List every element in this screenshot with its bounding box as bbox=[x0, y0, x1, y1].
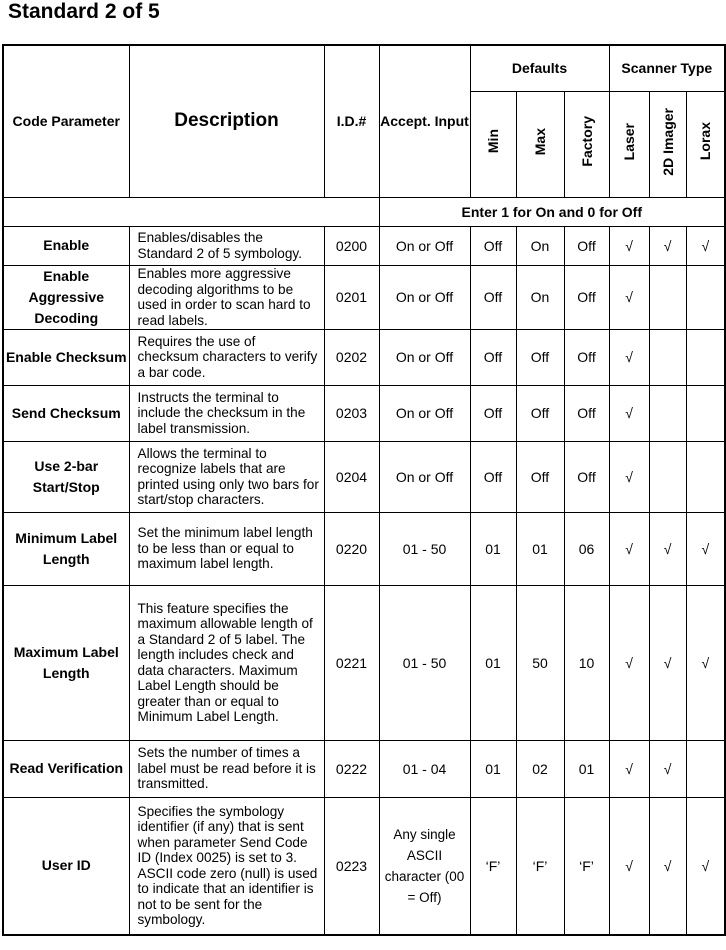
default-min: 01 bbox=[470, 740, 516, 797]
default-factory: Off bbox=[564, 265, 609, 329]
scanner-imager-check bbox=[649, 385, 686, 441]
default-factory: ‘F’ bbox=[564, 797, 609, 935]
parameter-table bbox=[2, 44, 726, 936]
table-row-enable bbox=[3, 226, 725, 265]
default-max: 02 bbox=[516, 740, 564, 797]
scanner-lorax-check: √ bbox=[686, 226, 725, 265]
table-row-enable-checksum bbox=[3, 329, 725, 385]
param-name: Use 2-bar Start/Stop bbox=[3, 441, 129, 512]
default-min: Off bbox=[470, 226, 516, 265]
param-name: Send Checksum bbox=[3, 385, 129, 441]
note-spacer bbox=[3, 197, 379, 226]
header-max: Max bbox=[516, 91, 564, 197]
table-row-read-verification bbox=[3, 740, 725, 797]
default-min: 01 bbox=[470, 512, 516, 585]
header-defaults: Defaults bbox=[470, 45, 609, 91]
table-row-use-2-bar-start-stop bbox=[3, 441, 725, 512]
param-accept-input: 01 - 50 bbox=[379, 585, 470, 740]
scanner-lorax-check bbox=[686, 441, 725, 512]
param-accept-input: On or Off bbox=[379, 329, 470, 385]
param-description: Enables/disables the Standard 2 of 5 symbology. bbox=[129, 226, 324, 265]
header-id: I.D.# bbox=[324, 45, 379, 197]
param-name: Maximum Label Length bbox=[3, 585, 129, 740]
default-factory: Off bbox=[564, 441, 609, 512]
param-name: Enable Aggressive Decoding bbox=[3, 265, 129, 329]
param-accept-input: On or Off bbox=[379, 441, 470, 512]
param-id: 0201 bbox=[324, 265, 379, 329]
default-min: Off bbox=[470, 265, 516, 329]
scanner-imager-check: √ bbox=[649, 797, 686, 935]
default-max: Off bbox=[516, 385, 564, 441]
header-accept-input: Accept. Input bbox=[379, 45, 470, 197]
default-min: 01 bbox=[470, 585, 516, 740]
default-max: 50 bbox=[516, 585, 564, 740]
scanner-lorax-check bbox=[686, 385, 725, 441]
header-2d-imager: 2D Imager bbox=[649, 91, 686, 197]
scanner-imager-check bbox=[649, 329, 686, 385]
param-accept-input: Any single ASCII character (00 = Off) bbox=[379, 797, 470, 935]
table-row-send-checksum bbox=[3, 385, 725, 441]
scanner-lorax-check: √ bbox=[686, 585, 725, 740]
header-scanner-type: Scanner Type bbox=[609, 45, 725, 91]
table-row-maximum-label-length bbox=[3, 585, 725, 740]
param-accept-input: On or Off bbox=[379, 265, 470, 329]
scanner-lorax-check: √ bbox=[686, 512, 725, 585]
page-title: Standard 2 of 5 bbox=[8, 0, 160, 23]
scanner-laser-check: √ bbox=[609, 265, 649, 329]
param-id: 0204 bbox=[324, 441, 379, 512]
scanner-imager-check: √ bbox=[649, 585, 686, 740]
param-id: 0202 bbox=[324, 329, 379, 385]
param-description: Allows the terminal to recognize labels that are printed using only two bars for start/stop characters. bbox=[129, 441, 324, 512]
param-accept-input: 01 - 50 bbox=[379, 512, 470, 585]
table-row-minimum-label-length bbox=[3, 512, 725, 585]
scanner-imager-check: √ bbox=[649, 226, 686, 265]
header-lorax: Lorax bbox=[686, 91, 725, 197]
table-row-enable-aggressive-decoding bbox=[3, 265, 725, 329]
scanner-laser-check: √ bbox=[609, 329, 649, 385]
scanner-lorax-check bbox=[686, 265, 725, 329]
param-name: User ID bbox=[3, 797, 129, 935]
param-accept-input: On or Off bbox=[379, 385, 470, 441]
param-description: This feature specifies the maximum allowable length of a Standard 2 of 5 label. The length includes check and data characters. Maximum Label Length should be greater than or equal to Minimum Label Length. bbox=[129, 585, 324, 740]
param-accept-input: 01 - 04 bbox=[379, 740, 470, 797]
default-factory: Off bbox=[564, 226, 609, 265]
scanner-laser-check: √ bbox=[609, 226, 649, 265]
param-description: Instructs the terminal to include the checksum in the label transmission. bbox=[129, 385, 324, 441]
scanner-laser-check: √ bbox=[609, 385, 649, 441]
param-id: 0223 bbox=[324, 797, 379, 935]
scanner-lorax-check bbox=[686, 740, 725, 797]
param-id: 0200 bbox=[324, 226, 379, 265]
scanner-imager-check: √ bbox=[649, 512, 686, 585]
header-factory: Factory bbox=[564, 91, 609, 197]
default-max: 01 bbox=[516, 512, 564, 585]
param-id: 0220 bbox=[324, 512, 379, 585]
default-max: Off bbox=[516, 329, 564, 385]
default-min: Off bbox=[470, 329, 516, 385]
param-description: Enables more aggressive decoding algorithms to be used in order to scan hard to read labels. bbox=[129, 265, 324, 329]
default-max: ‘F’ bbox=[516, 797, 564, 935]
scanner-laser-check: √ bbox=[609, 797, 649, 935]
scanner-imager-check: √ bbox=[649, 740, 686, 797]
param-description: Set the minimum label length to be less than or equal to maximum label length. bbox=[129, 512, 324, 585]
default-min: Off bbox=[470, 441, 516, 512]
header-description: Description bbox=[129, 45, 324, 197]
param-name: Enable bbox=[3, 226, 129, 265]
param-id: 0221 bbox=[324, 585, 379, 740]
param-name: Enable Checksum bbox=[3, 329, 129, 385]
default-factory: Off bbox=[564, 385, 609, 441]
scanner-laser-check: √ bbox=[609, 441, 649, 512]
note-on-off: Enter 1 for On and 0 for Off bbox=[379, 197, 725, 226]
default-factory: Off bbox=[564, 329, 609, 385]
default-factory: 10 bbox=[564, 585, 609, 740]
param-description: Specifies the symbology identifier (if any) that is sent when parameter Send Code ID (Index 0025) is set to 3. ASCII code zero (null) is used to indicate that an identifier is not to be sent for the symbology. bbox=[129, 797, 324, 935]
table-row-user-id bbox=[3, 797, 725, 935]
scanner-laser-check: √ bbox=[609, 512, 649, 585]
header-laser: Laser bbox=[609, 91, 649, 197]
scanner-laser-check: √ bbox=[609, 585, 649, 740]
param-accept-input: On or Off bbox=[379, 226, 470, 265]
param-name: Minimum Label Length bbox=[3, 512, 129, 585]
param-id: 0203 bbox=[324, 385, 379, 441]
param-id: 0222 bbox=[324, 740, 379, 797]
default-min: Off bbox=[470, 385, 516, 441]
scanner-imager-check bbox=[649, 265, 686, 329]
scanner-laser-check: √ bbox=[609, 740, 649, 797]
scanner-lorax-check bbox=[686, 329, 725, 385]
header-min: Min bbox=[470, 91, 516, 197]
default-min: ‘F’ bbox=[470, 797, 516, 935]
param-description: Requires the use of checksum characters to verify a bar code. bbox=[129, 329, 324, 385]
default-factory: 06 bbox=[564, 512, 609, 585]
default-factory: 01 bbox=[564, 740, 609, 797]
default-max: Off bbox=[516, 441, 564, 512]
default-max: On bbox=[516, 265, 564, 329]
param-description: Sets the number of times a label must be read before it is transmitted. bbox=[129, 740, 324, 797]
default-max: On bbox=[516, 226, 564, 265]
header-code-parameter: Code Parameter bbox=[3, 45, 129, 197]
scanner-imager-check bbox=[649, 441, 686, 512]
param-name: Read Verification bbox=[3, 740, 129, 797]
scanner-lorax-check: √ bbox=[686, 797, 725, 935]
